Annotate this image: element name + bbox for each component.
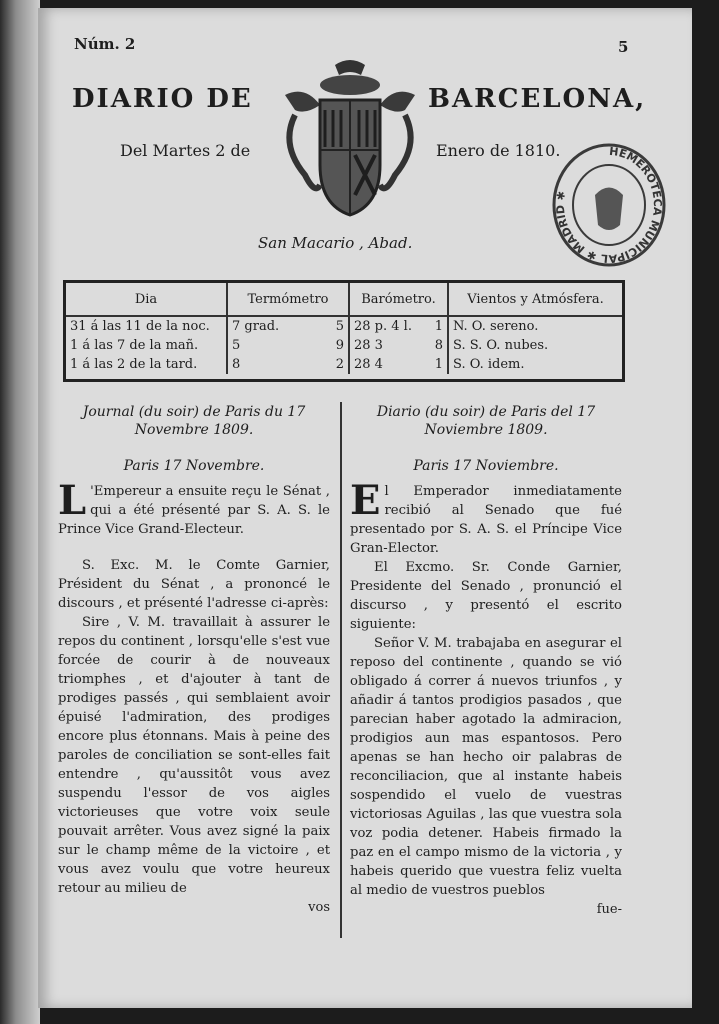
weather-header-winds: Vientos y Atmósfera. (448, 283, 622, 316)
weather-day: 1 á las 7 de la mañ. (66, 336, 227, 355)
masthead-title-left: DIARIO DE (72, 84, 253, 114)
french-dateline: Paris 17 Novembre. (123, 458, 265, 474)
french-column (58, 403, 330, 917)
weather-wind: S. O. idem. (453, 357, 525, 372)
weather-row (66, 355, 622, 374)
weather-row (66, 316, 622, 336)
baro-value: 28 3 (354, 338, 383, 353)
french-heading: Journal (du soir) de Paris du 17 Novembre 1809. (82, 404, 306, 438)
issue-number: Núm. 2 (74, 35, 136, 53)
date-right: Enero de 1810. (436, 141, 561, 160)
weather-header-day: Dia (66, 283, 227, 316)
column-divider (340, 402, 342, 938)
weather-row (66, 336, 622, 355)
thermo-value: 8 (232, 357, 241, 372)
french-paragraph-1 (58, 477, 330, 539)
weather-table (63, 280, 625, 382)
baro-value: 28 p. 4 l. (354, 319, 412, 334)
spanish-dateline: Paris 17 Noviembre. (413, 458, 559, 474)
french-paragraph-1-text: 'Empereur a ensuite reçu le Sénat , qui a été présenté par S. A. S. le Prince Vice Grand-Electeur. (58, 484, 330, 537)
spanish-paragraph-1 (350, 477, 622, 558)
coat-of-arms-icon (275, 55, 425, 220)
thermo-value: 7 grad. (232, 319, 280, 334)
baro-fraction: 1 (434, 357, 443, 372)
spanish-column (350, 403, 622, 919)
baro-value: 28 4 (354, 357, 383, 372)
thermo-fraction: 2 (335, 357, 344, 372)
spanish-heading: Diario (du soir) de Paris del 17 Noviembre 1809. (376, 404, 596, 438)
french-paragraph-2: S. Exc. M. le Comte Garnier, Président du Sénat , a prononcé le discours , et présenté l'adresse ci-après: (58, 558, 330, 611)
thermo-value: 5 (232, 338, 241, 353)
spanish-catchword: fue- (596, 902, 622, 917)
weather-wind: S. S. O. nubes. (453, 338, 549, 353)
spanish-paragraph-1-text: l Emperador inmediatamente recibió al Senado que fué presentado por S. A. S. el Príncipe Vice Gran-Elector. (350, 484, 622, 556)
book-spine (0, 0, 40, 1024)
baro-fraction: 1 (434, 319, 443, 334)
stamp-text: HEMEROTECA MUNICIPAL ✱ MADRID ✱ (553, 144, 665, 266)
date-left: Del Martes 2 de (120, 141, 251, 160)
spanish-paragraph-2: El Excmo. Sr. Conde Garnier, Presidente del Senado , pronunció el discurso , y presentó el escrito siguiente: (350, 560, 622, 632)
spanish-paragraph-3: Señor V. M. trabajaba en asegurar el reposo del continente , quando se vió obligado á correr á nuevos triunfos , y añadir á tantos prodigios pasados , que parecian haber agotado la admiracion, prodigios aun mas espantosos. Pero apenas se han hecho oir palabras de reconciliacion, que al instante habeis sospendido el vuelo de vuestras victoriosas Aguilas , las que vuestra sola voz podia detener. Habeis firmado la paz en el campo mismo de la victoria , y habeis querido que vuestra feliz vuelta al medio de vuestros pueblos (350, 636, 622, 898)
weather-day: 1 á las 2 de la tard. (66, 355, 227, 374)
thermo-fraction: 5 (335, 319, 344, 334)
saint-of-day: San Macario , Abad. (258, 234, 413, 252)
baro-fraction: 8 (434, 338, 443, 353)
weather-header-thermometer: Termómetro (227, 283, 349, 316)
weather-day: 31 á las 11 de la noc. (66, 316, 227, 336)
french-catchword: vos (308, 900, 330, 915)
french-paragraph-3: Sire , V. M. travaillait à assurer le repos du continent , lorsqu'elle s'est vue forcée de courir à de nouveaux triomphes , et d'ajouter à tant de prodiges passés , qui semblaient avoir épuisé l'admiration, des prodiges encore plus étonnans. Mais à peine des paroles de conciliation se sont-elles fait entendre , qu'aussitôt vous avez suspendu l'essor de vos aigles victorieuses que votre voix seule pouvait arrêter. Vous avez signé la paix sur le champ même de la victoire , et vous avez voulu que votre heureux retour au milieu de (58, 615, 330, 896)
page-number: 5 (618, 38, 629, 56)
thermo-fraction: 9 (335, 338, 344, 353)
spanish-dropcap: E (350, 477, 381, 524)
masthead-title-right: BARCELONA, (428, 84, 647, 114)
weather-header-barometer: Barómetro. (349, 283, 448, 316)
library-stamp-icon (550, 140, 668, 270)
french-dropcap: L (58, 477, 87, 524)
weather-wind: N. O. sereno. (453, 319, 539, 334)
